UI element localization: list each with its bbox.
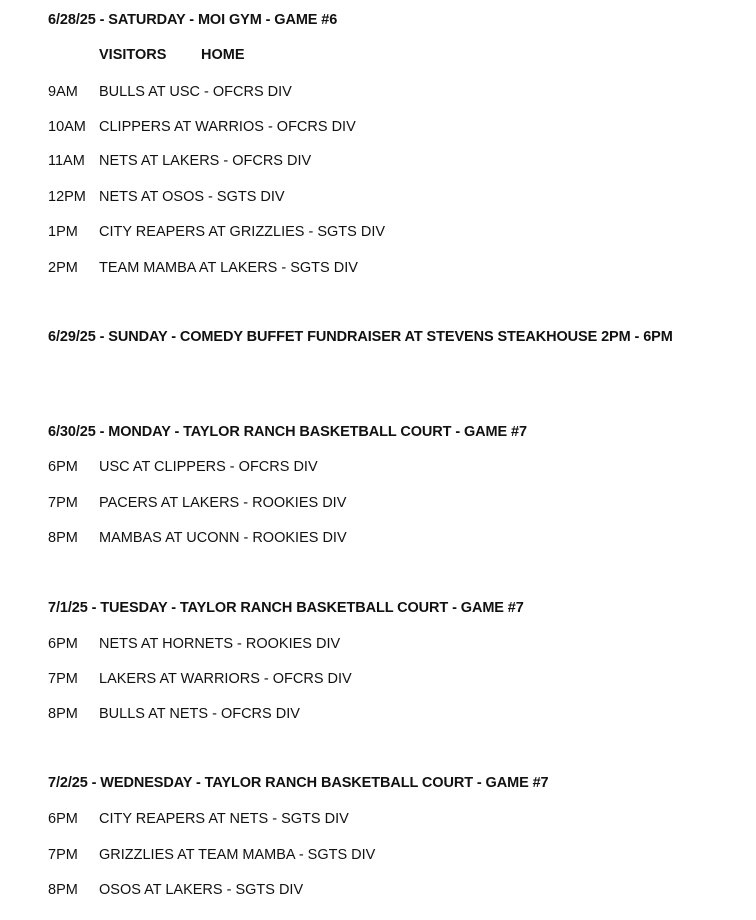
game-time: 6PM: [48, 636, 78, 652]
game-matchup: CITY REAPERS AT NETS - SGTS DIV: [99, 811, 349, 827]
game-matchup: MAMBAS AT UCONN - ROOKIES DIV: [99, 530, 347, 546]
game-time: 8PM: [48, 530, 78, 546]
section-heading-6-29: 6/29/25 - SUNDAY - COMEDY BUFFET FUNDRAISER AT STEVENS STEAKHOUSE 2PM - 6PM: [48, 329, 673, 345]
game-row: [48, 635, 340, 653]
game-row: [48, 705, 300, 723]
game-time: 1PM: [48, 224, 78, 240]
game-time: 9AM: [48, 84, 78, 100]
game-row: [48, 846, 375, 864]
game-matchup: CLIPPERS AT WARRIOS - OFCRS DIV: [99, 119, 356, 135]
game-time: 6PM: [48, 459, 78, 475]
game-matchup: BULLS AT NETS - OFCRS DIV: [99, 706, 300, 722]
game-matchup: PACERS AT LAKERS - ROOKIES DIV: [99, 495, 347, 511]
section-heading-6-28: 6/28/25 - SATURDAY - MOI GYM - GAME #6: [48, 12, 338, 28]
game-row: [48, 529, 347, 547]
game-matchup: USC AT CLIPPERS - OFCRS DIV: [99, 459, 318, 475]
game-time: 10AM: [48, 119, 86, 135]
section-heading-6-30: 6/30/25 - MONDAY - TAYLOR RANCH BASKETBALL COURT - GAME #7: [48, 424, 527, 440]
game-matchup: LAKERS AT WARRIORS - OFCRS DIV: [99, 671, 352, 687]
game-row: [48, 188, 285, 206]
game-row: [48, 223, 385, 241]
game-matchup: CITY REAPERS AT GRIZZLIES - SGTS DIV: [99, 224, 386, 240]
game-matchup: NETS AT HORNETS - ROOKIES DIV: [99, 636, 341, 652]
game-time: 6PM: [48, 811, 78, 827]
game-matchup: TEAM MAMBA AT LAKERS - SGTS DIV: [99, 260, 358, 276]
game-row: [48, 670, 352, 688]
section-heading-7-1: 7/1/25 - TUESDAY - TAYLOR RANCH BASKETBALL COURT - GAME #7: [48, 600, 524, 616]
column-header-visitors: VISITORS: [99, 47, 167, 63]
section-heading-7-2: 7/2/25 - WEDNESDAY - TAYLOR RANCH BASKETBALL COURT - GAME #7: [48, 775, 549, 791]
game-row: [48, 810, 349, 828]
game-time: 7PM: [48, 495, 78, 511]
game-time: 12PM: [48, 189, 86, 205]
game-matchup: NETS AT LAKERS - OFCRS DIV: [99, 153, 312, 169]
game-row: [48, 494, 346, 512]
game-time: 8PM: [48, 882, 78, 898]
game-time: 7PM: [48, 847, 78, 863]
game-time: 7PM: [48, 671, 78, 687]
game-matchup: OSOS AT LAKERS - SGTS DIV: [99, 882, 304, 898]
column-headers: [99, 47, 245, 63]
game-matchup: GRIZZLIES AT TEAM MAMBA - SGTS DIV: [99, 847, 376, 863]
game-time: 8PM: [48, 706, 78, 722]
game-row: [48, 118, 356, 136]
game-row: [48, 259, 358, 277]
game-row: [48, 458, 318, 476]
game-time: 11AM: [48, 153, 85, 169]
game-row: [48, 881, 303, 899]
column-header-home: HOME: [201, 47, 245, 63]
game-matchup: NETS AT OSOS - SGTS DIV: [99, 189, 285, 205]
game-row: [48, 152, 311, 170]
game-row: [48, 83, 292, 101]
game-time: 2PM: [48, 260, 78, 276]
game-matchup: BULLS AT USC - OFCRS DIV: [99, 84, 292, 100]
